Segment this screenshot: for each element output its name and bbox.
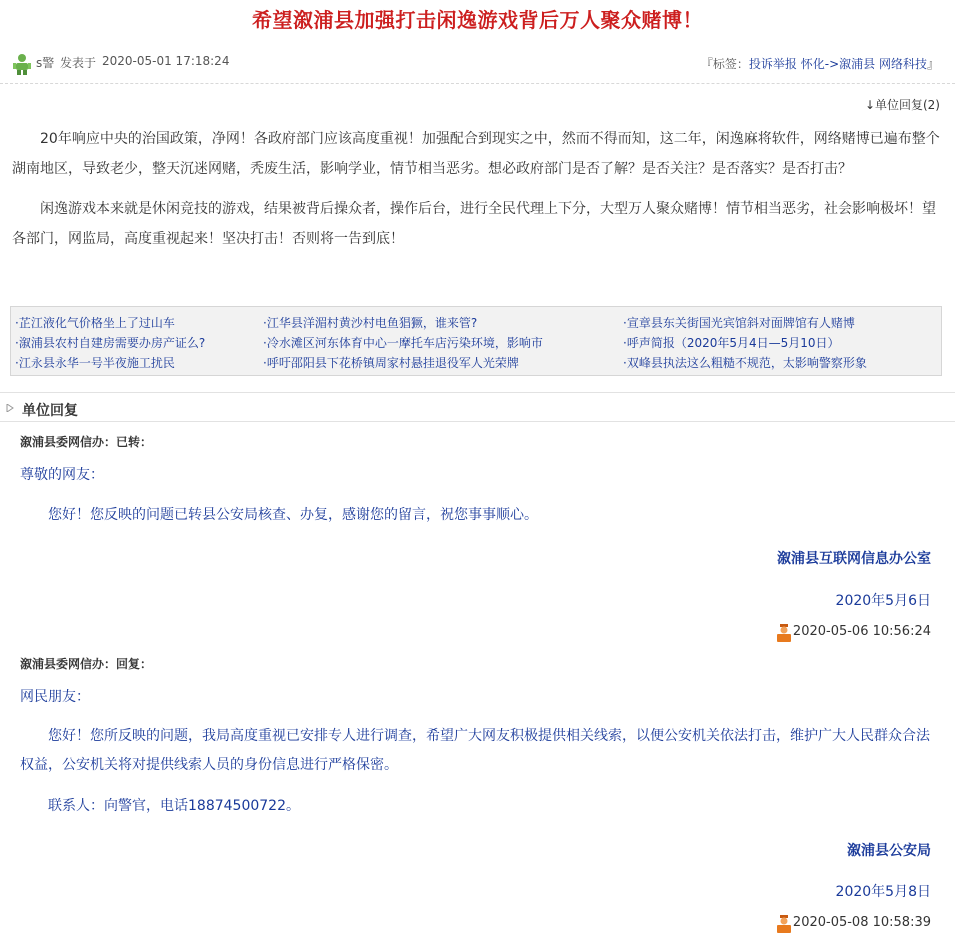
- related-link[interactable]: · 呼声简报（2020年5月4日—5月10日）: [623, 333, 867, 353]
- related-link[interactable]: · 溆浦县农村自建房需要办房产证么?: [15, 333, 205, 353]
- reply-greeting: 网民朋友：: [20, 689, 90, 705]
- reply-header: 溆浦县委网信办：已转：: [20, 435, 153, 449]
- related-link[interactable]: · 双峰县执法这么粗糙不规范，太影响警察形象: [623, 353, 867, 373]
- tags-prefix: 『标签：: [700, 57, 749, 71]
- reply-timestamp: 2020-05-08 10:58:39: [792, 915, 931, 930]
- post-paragraph: 闲逸游戏本来就是休闲竞技的游戏，结果被背后操众者，操作后台，进行全民代理上下分，大型万人聚众赌博！情节相当恶劣，社会影响极坏！望各部门，网监局，高度重视起来！坚决打击！否则将一告到底！: [12, 201, 936, 247]
- section-arrow-icon: [6, 404, 14, 412]
- page-title: 希望溆浦县加强打击闲逸游戏背后万人聚众赌博！: [252, 8, 703, 32]
- jump-to-replies-link[interactable]: ↓单位回复(2): [864, 98, 940, 112]
- related-link[interactable]: · 宣章县东关街国光宾馆斜对面牌馆有人赌博: [623, 313, 867, 333]
- user-avatar-icon: [12, 53, 32, 75]
- reply-date: 2020年5月6日: [835, 593, 931, 609]
- tag-link-tech[interactable]: 网络科技: [878, 57, 927, 71]
- reply-greeting: 尊敬的网友：: [20, 467, 104, 483]
- divider: [0, 392, 955, 393]
- reply-timestamp: 2020-05-06 10:56:24: [792, 624, 931, 639]
- post-date: 2020-05-01 17:18:24: [102, 54, 230, 68]
- reply-header: 溆浦县委网信办：回复：: [20, 657, 153, 671]
- reply-paragraph: 联系人：向警官，电话18874500722。: [48, 798, 300, 814]
- reply-signature: 溆浦县互联网信息办公室: [777, 551, 931, 567]
- related-posts-box: [10, 306, 942, 376]
- officer-avatar-icon: [776, 915, 792, 933]
- reply-signature: 溆浦县公安局: [847, 843, 931, 859]
- reply-paragraph: 您好！您所反映的问题，我局高度重视已安排专人进行调查，希望广大网友积极提供相关线索，以便公安机关依法打击，维护广大人民群众合法权益，公安机关将对提供线索人员的身份信息进行严格保密。: [20, 728, 930, 773]
- tags-suffix: 』: [926, 57, 939, 71]
- tag-link-region[interactable]: 怀化->溆浦县: [800, 57, 876, 71]
- reply-paragraph: 您好！您反映的问题已转县公安局核查、办复，感谢您的留言，祝您事事顺心。: [48, 507, 538, 523]
- post-paragraph: 20年响应中央的治国政策，净网！各政府部门应该高度重视！加强配合到现实之中，然而不得而知，这二年，闲逸麻将软件，网络赌博已遍布整个湖南地区，导致老少，整天沉迷网赌，秃废生活，影响学业，情节相当恶劣。想必政府部门是否了解？是否关注？是否落实？是否打击？: [12, 131, 940, 177]
- officer-avatar-icon: [776, 624, 792, 642]
- related-link[interactable]: · 呼吁邵阳县下花桥镇周家村悬挂退役军人光荣牌: [263, 353, 543, 373]
- related-link[interactable]: · 江永县永华一号半夜施工扰民: [15, 353, 205, 373]
- section-title: 单位回复: [22, 403, 78, 419]
- posted-label: 发表于: [60, 56, 97, 70]
- tag-link-report[interactable]: 投诉举报: [748, 57, 797, 71]
- related-link[interactable]: · 冷水滩区河东体育中心一摩托车店污染环境，影响市: [263, 333, 543, 353]
- reply-date: 2020年5月8日: [835, 884, 931, 900]
- related-column: [263, 313, 543, 373]
- related-link[interactable]: · 江华县洋湄村黄沙村电鱼猖獗，谁来管?: [263, 313, 543, 333]
- post-author[interactable]: s警: [36, 56, 55, 70]
- tag-list: [701, 55, 939, 72]
- replies-section-header: [0, 396, 955, 422]
- related-column: [15, 313, 205, 373]
- post-meta-bar: [0, 46, 955, 84]
- related-link[interactable]: · 芷江液化气价格坐上了过山车: [15, 313, 205, 333]
- related-column: [623, 313, 867, 373]
